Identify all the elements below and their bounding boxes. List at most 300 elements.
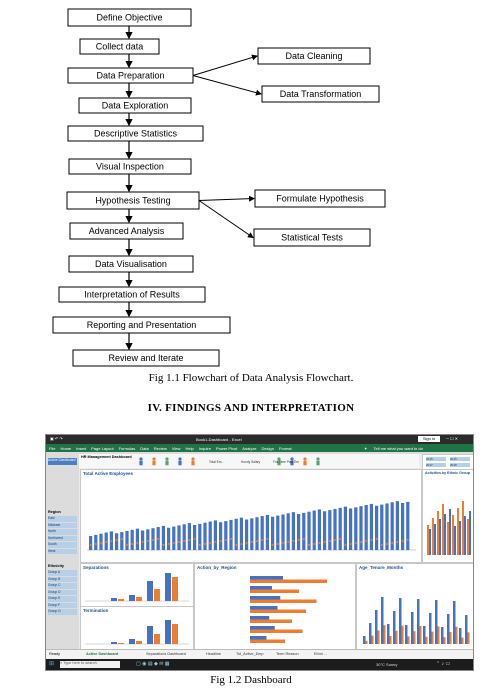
kpi-label-2: Hourly Salary xyxy=(241,460,261,464)
main-orange-mark xyxy=(157,538,159,540)
main-bar xyxy=(344,507,347,550)
main-bar xyxy=(229,520,232,550)
small-bar-blue xyxy=(129,595,135,601)
ethnicity-item-5[interactable]: Group E xyxy=(48,596,77,602)
region-slicer-label: Region xyxy=(48,510,61,514)
ethnic-bar-orange xyxy=(467,519,469,555)
main-orange-mark xyxy=(407,539,409,541)
ethnic-bar-orange xyxy=(452,515,454,555)
ethnic-bar-blue xyxy=(434,524,436,555)
main-orange-mark xyxy=(381,544,383,546)
ethnicity-slicer-label: Ethnicity xyxy=(48,564,65,568)
person-icon xyxy=(152,457,155,460)
main-orange-mark xyxy=(371,539,373,541)
flow-step-1-label: Define Objective xyxy=(96,12,163,23)
main-bar xyxy=(188,523,191,550)
flow-side-step-2-label: Data Transformation xyxy=(279,89,362,99)
main-orange-mark xyxy=(241,543,243,545)
tenure-bar xyxy=(447,614,450,644)
main-bar xyxy=(255,517,258,550)
main-bar xyxy=(125,531,128,550)
ribbon-tab-format[interactable]: Format xyxy=(278,446,292,451)
main-bar xyxy=(120,532,123,550)
person-icon xyxy=(178,457,181,460)
main-orange-mark xyxy=(246,542,248,544)
main-orange-mark xyxy=(90,544,92,546)
flow-step-5-label: Descriptive Statistics xyxy=(93,128,178,139)
ethnic-bar-orange xyxy=(442,504,444,555)
action-by-region-panel xyxy=(194,563,356,650)
main-bar xyxy=(136,529,139,550)
tenure-bar-orange xyxy=(432,632,434,644)
main-bar xyxy=(224,521,227,550)
ethnic-group-title: Activities by Ethnic Group xyxy=(425,471,470,475)
flow-branch-arrow xyxy=(199,199,254,201)
main-bar xyxy=(131,530,134,550)
sheet-tab-bar xyxy=(46,649,473,659)
ethnic-bar-blue xyxy=(449,509,451,555)
total-active-employees-title: Total Active Employees xyxy=(83,471,134,476)
ethnic-bar-blue xyxy=(454,526,456,555)
tenure-bar-orange xyxy=(396,631,398,644)
flow-step-7-label: Hypothesis Testing xyxy=(95,195,171,206)
ribbon-tab-review[interactable]: Review xyxy=(153,446,167,451)
flow-side-step-3-label: Formulate Hypothesis xyxy=(276,193,364,204)
separations-panel xyxy=(80,563,194,607)
main-orange-mark xyxy=(204,543,206,545)
small-bar-orange xyxy=(154,589,160,601)
ribbon-tab-page-layout[interactable]: Page Layout xyxy=(91,446,114,451)
ethnicity-item-2[interactable]: Group B xyxy=(48,577,77,583)
region-bar-orange xyxy=(250,580,327,584)
system-tray-icon[interactable]: ⌃ ♪ ▭ xyxy=(436,661,451,667)
weather-text: 30°C Sunny xyxy=(376,662,398,667)
main-orange-mark xyxy=(261,539,263,541)
person-icon xyxy=(165,457,168,460)
sheet-tab-2[interactable]: Separations Dashboard xyxy=(146,652,186,656)
main-bar xyxy=(203,523,206,550)
ethnic-bar-orange xyxy=(457,508,459,555)
tenure-bar xyxy=(405,625,408,644)
main-bar xyxy=(401,503,404,550)
small-bar-blue xyxy=(129,639,135,644)
person-icon xyxy=(191,457,194,460)
main-orange-mark xyxy=(298,539,300,541)
main-orange-mark xyxy=(397,541,399,543)
tenure-bar-orange xyxy=(378,630,380,644)
flow-branch-arrow xyxy=(199,201,253,238)
main-orange-mark xyxy=(386,543,388,545)
tenure-bar-orange xyxy=(438,626,440,644)
region-bar-blue xyxy=(250,606,278,610)
main-bar xyxy=(219,522,222,550)
sheet-tab-5[interactable]: Term Reason xyxy=(276,652,299,656)
taskbar-apps-icon[interactable]: ▢ ◉ ▤ ◆ ✉ ▦ xyxy=(136,661,170,667)
ethnic-bar-blue xyxy=(439,519,441,555)
termination-title: Termination xyxy=(83,608,109,613)
person-icon-body xyxy=(165,461,168,466)
kpi-label-1: Total Em... xyxy=(209,460,225,464)
main-bar xyxy=(292,512,295,550)
small-bar-orange xyxy=(136,597,142,601)
main-bar xyxy=(162,526,165,550)
person-icon xyxy=(316,457,319,460)
main-bar xyxy=(209,522,212,550)
main-bar xyxy=(167,528,170,550)
flow-step-8-label: Advanced Analysis xyxy=(88,226,165,236)
ethnic-bar-orange xyxy=(447,522,449,555)
tenure-bar-orange xyxy=(456,627,458,644)
ethnicity-item-3[interactable]: Group C xyxy=(48,583,77,589)
small-bar-blue xyxy=(147,626,153,644)
main-bar xyxy=(94,535,97,550)
main-orange-mark xyxy=(199,544,201,546)
main-orange-mark xyxy=(287,541,289,543)
main-orange-mark xyxy=(209,542,211,544)
main-orange-mark xyxy=(345,544,347,546)
flow-step-4-label: Data Exploration xyxy=(101,100,169,111)
ethnic-bar-blue xyxy=(459,521,461,555)
separations-title: Separations xyxy=(83,565,109,570)
region-bar-blue xyxy=(250,586,272,590)
dashboard-header-title: HR Management Dashboard xyxy=(81,455,132,459)
tenure-bar-orange xyxy=(384,625,386,644)
main-bar xyxy=(302,513,305,550)
tenure-bar xyxy=(375,610,378,644)
region-bar-orange xyxy=(250,610,306,614)
age-tenure-panel xyxy=(356,563,474,650)
section-heading: IV. FINDINGS AND INTERPRETATION xyxy=(147,402,355,414)
termination-panel xyxy=(80,606,194,650)
sheet-tab-6[interactable]: Ethni ... xyxy=(314,652,327,656)
ribbon-tab-help[interactable]: Help xyxy=(185,446,194,451)
filter-sidebar xyxy=(46,454,79,654)
main-bar xyxy=(297,514,300,550)
small-bar-blue xyxy=(165,573,171,601)
main-bar xyxy=(287,513,290,550)
tenure-bar-orange xyxy=(468,632,470,644)
active-dashboard-button[interactable]: Active Dashboard xyxy=(48,458,77,465)
main-orange-mark xyxy=(183,540,185,542)
ribbon-tab-formulas[interactable]: Formulas xyxy=(118,446,136,451)
main-orange-mark xyxy=(334,539,336,541)
main-orange-mark xyxy=(376,538,378,540)
tenure-bar-orange xyxy=(402,626,404,644)
ethnic-bar-blue xyxy=(469,511,471,555)
main-orange-mark xyxy=(272,544,274,546)
main-orange-mark xyxy=(251,541,253,543)
ethnic-bar-blue xyxy=(464,516,466,555)
main-orange-mark xyxy=(313,543,315,545)
window-controls-icon[interactable]: ─ ☐ ✕ xyxy=(446,436,458,441)
ethnic-bar-orange xyxy=(432,518,434,555)
taskbar-search-input[interactable]: ⌕ Type here to search xyxy=(60,661,120,668)
figure-2-caption: Fig 1.2 Dashboard xyxy=(210,674,292,686)
main-bar xyxy=(177,525,180,550)
person-icon xyxy=(303,457,306,460)
tenure-bar xyxy=(459,628,462,644)
main-bar xyxy=(323,511,326,550)
main-bar xyxy=(115,533,118,550)
ribbon-tab-inquire[interactable]: Inquire xyxy=(198,446,211,451)
main-orange-mark xyxy=(303,538,305,540)
small-bar-orange xyxy=(118,643,124,644)
main-bar xyxy=(380,505,383,550)
main-orange-mark xyxy=(152,539,154,541)
ethnicity-item-4[interactable]: Group D xyxy=(48,590,77,596)
main-orange-mark xyxy=(137,542,139,544)
small-bar-orange xyxy=(118,599,124,601)
main-orange-mark xyxy=(282,542,284,544)
main-orange-mark xyxy=(225,539,227,541)
sheet-tab-3[interactable]: Headline xyxy=(206,652,221,656)
main-orange-mark xyxy=(235,544,237,546)
total-active-employees-panel xyxy=(80,469,422,563)
tenure-bar-orange xyxy=(366,641,368,644)
tenure-bar-orange xyxy=(408,636,410,644)
region-item-1[interactable]: East xyxy=(48,516,77,522)
ethnicity-item-1[interactable]: Group A xyxy=(48,570,77,576)
year-slicer-2015[interactable]: 2015 xyxy=(426,457,446,461)
main-orange-mark xyxy=(277,543,279,545)
region-bar-orange xyxy=(250,630,303,634)
main-bar xyxy=(365,505,368,550)
flow-step-12-label: Review and Iterate xyxy=(108,353,184,363)
main-bar xyxy=(245,520,248,551)
main-bar xyxy=(172,527,175,550)
tenure-bar-orange xyxy=(420,626,422,644)
main-bar xyxy=(406,502,409,550)
tenure-bar xyxy=(465,615,468,644)
status-text: Ready xyxy=(49,652,60,656)
main-orange-mark xyxy=(95,543,97,545)
main-orange-mark xyxy=(173,542,175,544)
main-orange-mark xyxy=(230,538,232,540)
year-slicer-2017[interactable]: 2017 xyxy=(426,463,446,467)
main-orange-mark xyxy=(256,540,258,542)
small-bar-blue xyxy=(111,642,117,644)
main-bar xyxy=(198,524,201,550)
main-orange-mark xyxy=(350,543,352,545)
ethnicity-item-7[interactable]: Group G xyxy=(48,609,77,615)
main-orange-mark xyxy=(391,542,393,544)
main-bar xyxy=(214,520,217,550)
region-bar-orange xyxy=(250,590,299,594)
main-orange-mark xyxy=(163,544,165,546)
sign-in-button[interactable]: Sign in xyxy=(418,436,440,442)
ribbon-tab-insert[interactable]: Insert xyxy=(76,446,87,451)
tenure-bar-orange xyxy=(414,631,416,644)
kpi-label-3: Full Time Part Tim xyxy=(273,460,299,464)
main-bar xyxy=(193,525,196,550)
tenure-bar xyxy=(441,627,444,644)
main-bar xyxy=(359,506,362,550)
main-orange-mark xyxy=(360,541,362,543)
small-bar-orange xyxy=(154,634,160,644)
person-icon-body xyxy=(303,461,306,466)
ribbon-tab-view[interactable]: View xyxy=(171,446,181,451)
tenure-bar-orange xyxy=(390,636,392,644)
tenure-bar xyxy=(363,636,366,644)
action-by-region-title: Action_by_Region xyxy=(197,565,237,570)
main-orange-mark xyxy=(105,541,107,543)
dashboard-screenshot xyxy=(45,434,474,671)
ribbon-tab-analyze[interactable]: Analyze xyxy=(242,446,257,451)
main-orange-mark xyxy=(121,538,123,540)
main-bar xyxy=(281,514,284,550)
sheet-tab-4[interactable]: Tot_Active_Emp xyxy=(236,652,264,656)
main-bar xyxy=(240,518,243,550)
region-bar-blue xyxy=(250,596,280,600)
tenure-bar xyxy=(429,613,432,644)
main-bar xyxy=(99,534,102,550)
region-item-6[interactable]: West xyxy=(48,549,77,555)
tenure-bar xyxy=(453,601,456,644)
ethnic-bar-blue xyxy=(429,529,431,555)
windows-start-icon[interactable]: ⊞ xyxy=(49,661,55,667)
person-icon-body xyxy=(139,461,142,466)
flow-side-step-4-label: Statistical Tests xyxy=(281,232,343,243)
year-slicer xyxy=(422,454,474,470)
tenure-bar xyxy=(369,623,372,644)
region-item-3[interactable]: North xyxy=(48,529,77,535)
tenure-bar xyxy=(423,626,426,644)
tenure-bar-orange xyxy=(462,638,464,644)
main-orange-mark xyxy=(189,539,191,541)
main-bar xyxy=(146,529,149,550)
small-bar-blue xyxy=(165,620,171,644)
ethnic-bar-orange xyxy=(427,525,429,555)
ribbon-tabs xyxy=(46,444,473,452)
small-bar-orange xyxy=(136,641,142,644)
main-orange-mark xyxy=(293,540,295,542)
excel-title-bar xyxy=(46,435,473,444)
flow-step-3-label: Data Preparation xyxy=(96,70,165,81)
region-bar-orange xyxy=(250,620,292,624)
main-orange-mark xyxy=(308,544,310,546)
main-bar xyxy=(375,506,378,550)
tenure-bar-orange xyxy=(444,637,446,644)
tenure-bar-orange xyxy=(372,636,374,644)
tenure-bar xyxy=(387,624,390,644)
small-bar-blue xyxy=(111,598,117,601)
tenure-bar-orange xyxy=(450,632,452,644)
tenure-bar xyxy=(435,600,438,644)
tenure-bar xyxy=(381,597,384,644)
person-icon-body xyxy=(178,461,181,466)
ethnic-bar-blue xyxy=(444,514,446,555)
main-bar xyxy=(261,516,264,550)
figure-1-caption: Fig 1.1 Flowchart of Data Analysis Flowchart. xyxy=(148,372,354,384)
main-bar xyxy=(183,524,186,550)
year-slicer-2016[interactable]: 2016 xyxy=(450,457,470,461)
ribbon-tab-data[interactable]: Data xyxy=(140,446,149,451)
tenure-bar xyxy=(399,598,402,644)
flow-step-9-label: Data Visualisation xyxy=(95,259,167,269)
main-orange-mark xyxy=(267,538,269,540)
flow-step-6-label: Visual Inspection xyxy=(96,161,164,172)
sheet-tab-1[interactable]: Active Dashboard xyxy=(86,652,119,656)
main-orange-mark xyxy=(168,543,170,545)
region-bar-orange xyxy=(250,600,317,604)
main-orange-mark xyxy=(365,540,367,542)
person-icon xyxy=(139,457,142,460)
tenure-bar xyxy=(417,599,420,644)
region-item-4[interactable]: Northwest xyxy=(48,536,77,542)
flow-branch-arrow xyxy=(193,56,257,76)
lightbulb-icon: ✦ xyxy=(364,446,369,451)
main-orange-mark xyxy=(116,539,118,541)
main-orange-mark xyxy=(194,538,196,540)
person-icon-body xyxy=(191,461,194,466)
main-bar xyxy=(89,536,92,550)
tenure-bar xyxy=(393,611,396,644)
flow-side-step-1-label: Data Cleaning xyxy=(285,51,343,61)
region-bar-blue xyxy=(250,576,283,580)
main-orange-mark xyxy=(147,540,149,542)
main-orange-mark xyxy=(126,544,128,546)
region-item-2[interactable]: Midwest xyxy=(48,523,77,529)
flow-step-11-label: Reporting and Presentation xyxy=(86,320,197,330)
flow-step-2-label: Collect data xyxy=(95,41,144,52)
window-title: Book1-Dashboard - Excel xyxy=(196,437,242,442)
main-bar xyxy=(339,508,342,550)
ribbon-tab-home[interactable]: Home xyxy=(60,446,72,451)
main-orange-mark xyxy=(339,538,341,540)
main-bar xyxy=(328,510,331,550)
main-orange-mark xyxy=(100,542,102,544)
main-orange-mark xyxy=(329,540,331,542)
main-orange-mark xyxy=(324,541,326,543)
main-orange-mark xyxy=(131,543,133,545)
ethnicity-item-6[interactable]: Group F xyxy=(48,603,77,609)
main-orange-mark xyxy=(111,540,113,542)
ribbon-tab-file[interactable]: File xyxy=(49,446,56,451)
save-icon[interactable]: ▣ ↶ ↷ xyxy=(50,436,63,441)
main-orange-mark xyxy=(355,542,357,544)
small-bar-orange xyxy=(172,577,178,601)
main-bar xyxy=(266,515,269,550)
tell-me-search[interactable]: ✦ Tell me what you want to do xyxy=(364,446,423,451)
kpi-strip xyxy=(79,454,419,468)
main-orange-mark xyxy=(402,540,404,542)
ribbon-tab-power-pivot[interactable]: Power Pivot xyxy=(215,446,238,451)
small-bar-blue xyxy=(147,581,153,601)
flow-step-10-label: Interpretation of Results xyxy=(84,289,180,300)
year-slicer-2018[interactable]: 2018 xyxy=(450,463,470,467)
region-bar-blue xyxy=(250,616,269,620)
main-orange-mark xyxy=(220,540,222,542)
main-bar xyxy=(370,504,373,550)
ethnic-bar-orange xyxy=(462,501,464,555)
ethnic-bar-orange xyxy=(437,511,439,555)
person-icon-body xyxy=(152,461,155,466)
main-bar xyxy=(141,531,144,551)
main-bar xyxy=(333,509,336,550)
small-bar-orange xyxy=(172,624,178,644)
ribbon-tab-design[interactable]: Design xyxy=(261,446,274,451)
tenure-bar xyxy=(411,612,414,644)
region-item-5[interactable]: South xyxy=(48,542,77,548)
person-icon-body xyxy=(316,461,319,466)
main-orange-mark xyxy=(178,541,180,543)
main-orange-mark xyxy=(142,541,144,543)
region-bar-blue xyxy=(250,636,267,640)
main-bar xyxy=(250,518,253,550)
main-orange-mark xyxy=(215,541,217,543)
search-icon: ⌕ xyxy=(60,661,64,665)
main-orange-mark xyxy=(319,542,321,544)
